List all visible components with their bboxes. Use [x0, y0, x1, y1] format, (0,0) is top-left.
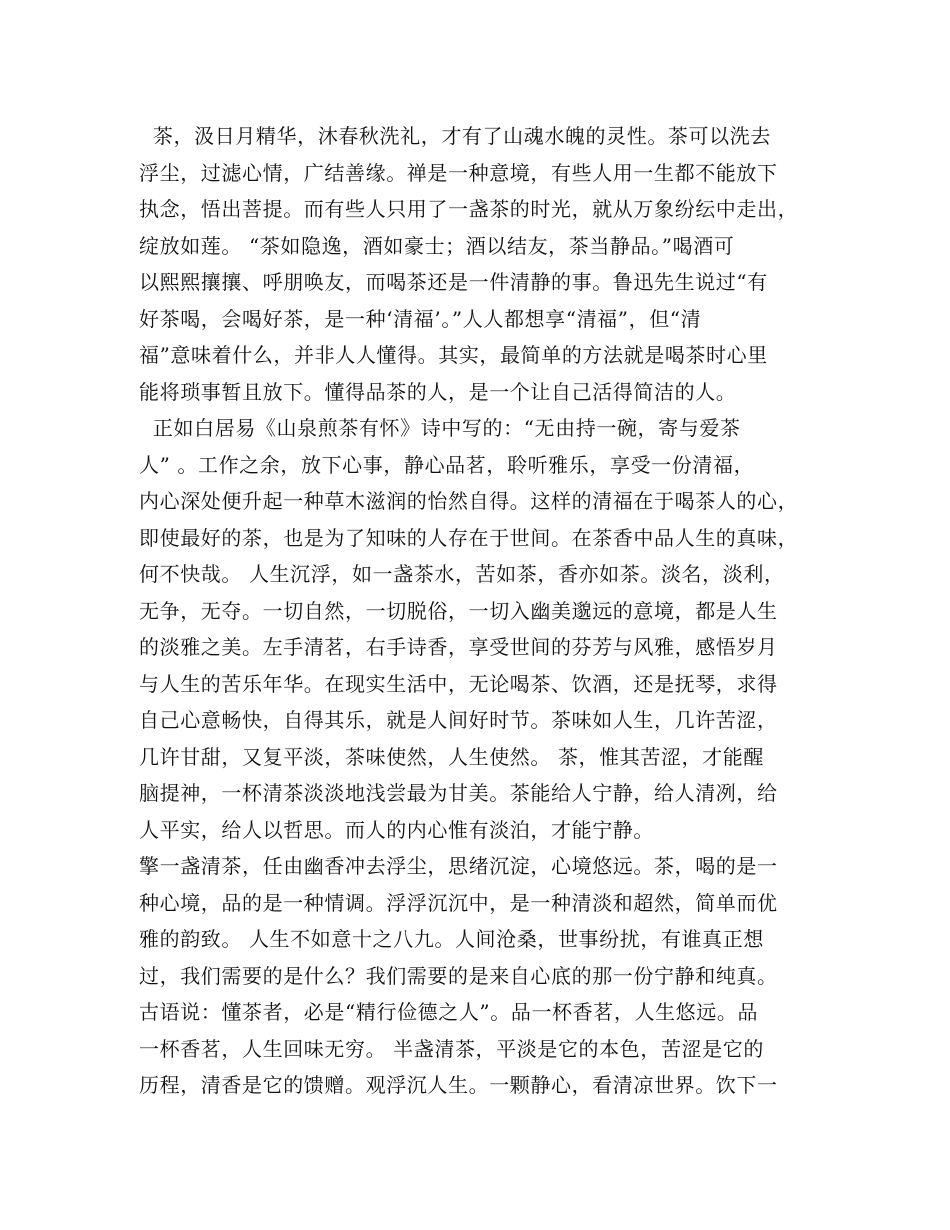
text-line: 种心境，品的是一种情调。浮浮沉沉中，是一种清淡和超然，简单而优: [139, 890, 778, 915]
text-line: 人” 。工作之余，放下心事，静心品茗，聆听雅乐，享受一份清福，: [139, 452, 755, 477]
text-line: 即使最好的茶，也是为了知味的人存在于世间。在茶香中品人生的真味，: [139, 525, 799, 550]
text-line: 历程，清香是它的馈赠。观浮沉人生。一颗静心，看清凉世界。饮下一: [139, 1073, 778, 1097]
text-line: 正如白居易《山泉煎茶有怀》诗中写的：“无由持一碗，寄与爱茶: [139, 416, 741, 440]
text-line: 茶，汲日月精华，沐春秋洗礼，才有了山魂水魄的灵性。茶可以洗去: [139, 124, 771, 148]
text-line: 古语说：懂茶者，必是“精行俭德之人”。品一杯香茗，人生悠远。品: [139, 1000, 759, 1024]
text-line: 雅的韵致。 人生不如意十之八九。人间沧桑，世事纷扰，有谁真正想: [139, 927, 764, 951]
text-line: 与人生的苦乐年华。在现实生活中，无论喝茶、饮酒，还是抚琴，求得: [139, 671, 778, 696]
text-line: 脑提神，一杯清茶淡淡地浅尝最为甘美。茶能给人宁静，给人清冽，给: [139, 781, 778, 805]
text-line: 几许甘甜，又复平淡，茶味使然，人生使然。 茶，惟其苦涩，才能醒: [139, 744, 764, 769]
text-line: 福”意味着什么，并非人人懂得。其实，最简单的方法就是喝茶时心里: [139, 343, 768, 367]
text-line: 的淡雅之美。左手清茗，右手诗香，享受世间的芬芳与风雅，感悟岁月: [139, 635, 778, 659]
text-line: 人平实，给人以哲思。而人的内心惟有淡泊，才能宁静。: [139, 817, 654, 842]
text-line: 自己心意畅快，自得其乐，就是人间好时节。茶味如人生，几许苦涩，: [139, 708, 778, 732]
text-line: 何不快哉。 人生沉浮，如一盏茶水，苦如茶，香亦如茶。淡名，淡利，: [139, 562, 785, 586]
text-line: 执念，悟出菩提。而有些人只用了一盏茶的时光，就从万象纷纭中走出，: [139, 197, 799, 221]
body-text: [139, 118, 829, 1104]
text-line: 一杯香茗，人生回味无穷。 半盏清茶，平淡是它的本色，苦涩是它的: [139, 1036, 764, 1061]
text-line: 好茶喝，会喝好茶，是一种‘清福’。”人人都想享“清福”，但“清: [139, 306, 702, 331]
text-line: 以熙熙攘攘、呼朋唤友，而喝茶还是一件清静的事。鲁迅先生说过“有: [139, 270, 768, 294]
text-line: 能将琐事暂且放下。懂得品茶的人，是一个让自己活得简洁的人。: [139, 379, 737, 404]
text-line: 浮尘，过滤心情，广结善缘。禅是一种意境，有些人用一生都不能放下: [139, 160, 778, 185]
text-line: 内心深处便升起一种草木滋润的怡然自得。这样的清福在于喝茶人的心，: [139, 489, 799, 513]
text-line: 过，我们需要的是什么？我们需要的是来自心底的那一份宁静和纯真。: [139, 963, 778, 988]
text-line: 擎一盏清茶，任由幽香冲去浮尘，思绪沉淀，心境悠远。茶，喝的是一: [139, 854, 778, 878]
text-line: 绽放如莲。 “茶如隐逸，酒如豪士；酒以结友，茶当静品。”喝酒可: [139, 233, 735, 258]
text-line: 无争，无夺。一切自然，一切脱俗，一切入幽美邈远的意境，都是人生: [139, 598, 778, 623]
